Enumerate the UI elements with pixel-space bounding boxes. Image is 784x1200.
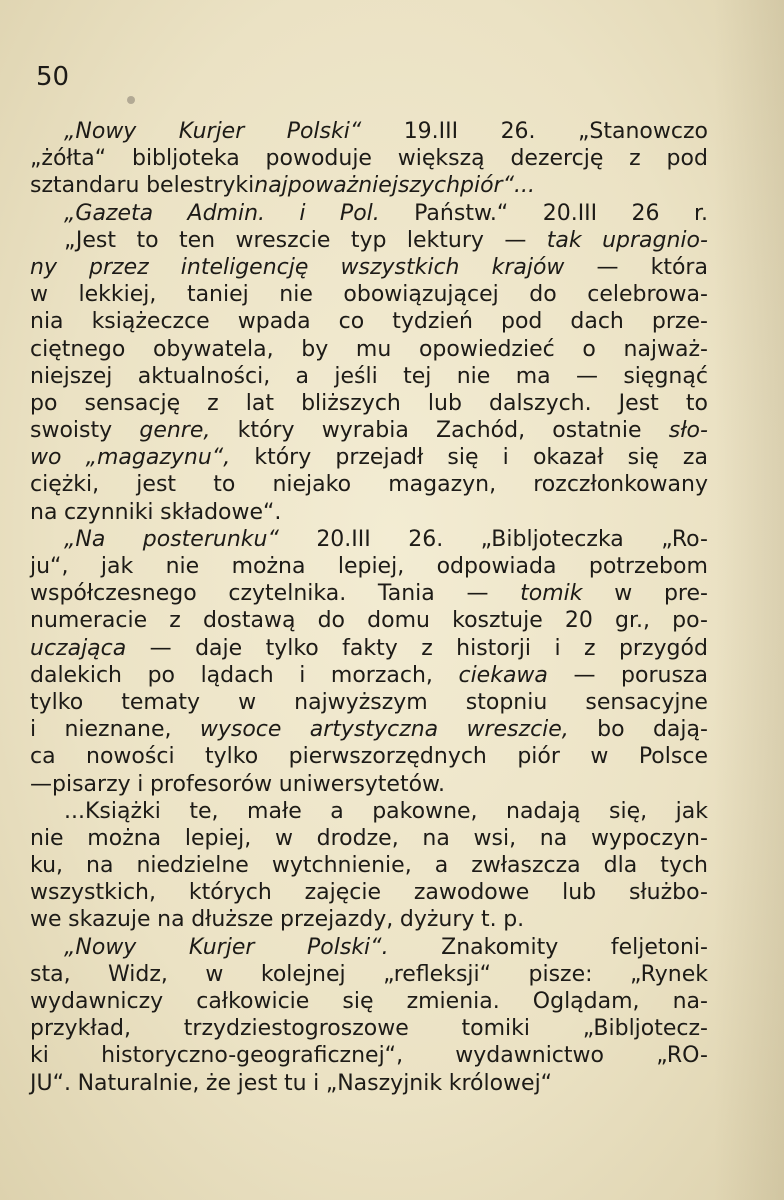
word: mu: [355, 336, 392, 362]
word: niedzielne: [136, 853, 249, 879]
word: czynniki: [64, 499, 154, 525]
word: dla: [603, 853, 638, 879]
word: fakty: [342, 635, 398, 661]
word: po-: [672, 608, 708, 634]
word: stopniu: [465, 689, 548, 715]
word: lat: [245, 390, 275, 416]
word: prze-: [651, 309, 708, 335]
word: genre,: [139, 418, 211, 444]
word: że: [205, 1070, 231, 1096]
word: —pisarzy: [30, 771, 131, 797]
word: wszystkich: [340, 254, 460, 280]
word: nie: [165, 554, 200, 579]
word: a: [330, 798, 344, 824]
word: pakowne,: [372, 798, 478, 824]
word: Jest: [618, 390, 659, 416]
word: ca: [30, 744, 56, 770]
word: zmienia.: [406, 989, 500, 1014]
word: wreszcie: [235, 227, 331, 253]
word: tylko: [30, 689, 84, 715]
word: wpada: [237, 309, 311, 335]
word: lub: [427, 390, 462, 416]
word: na: [86, 853, 114, 879]
word: Kurjer: [188, 934, 255, 960]
word: Polsce: [638, 744, 708, 770]
word: lub: [562, 880, 597, 906]
word: na: [157, 907, 185, 933]
word: z: [421, 635, 433, 661]
word: „refleksji“: [383, 961, 492, 987]
word: po: [30, 390, 58, 416]
text-line: [30, 145, 708, 172]
text-line: [30, 444, 708, 471]
word: typ: [350, 227, 387, 253]
word: historyczno-geograficznej“,: [101, 1043, 404, 1069]
word: tomiki: [461, 1016, 530, 1042]
word: „Gazeta: [64, 200, 154, 226]
word: p.: [503, 907, 525, 933]
word: „żółta“: [30, 146, 107, 172]
text-line: [30, 336, 708, 363]
word: pod: [500, 309, 543, 335]
ink-spot: [127, 96, 135, 104]
word: ciętnego: [30, 336, 126, 362]
word: z: [169, 608, 181, 634]
word: to: [685, 390, 708, 416]
word: historji: [456, 635, 532, 661]
word: 26.: [408, 526, 444, 552]
text-line: [30, 281, 708, 308]
text-line: [30, 1015, 708, 1042]
word: 20: [564, 608, 593, 634]
word: taniej: [186, 282, 249, 308]
word: przykład,: [30, 1016, 132, 1042]
word: nowości: [86, 744, 175, 770]
word: sta,: [30, 961, 71, 987]
word: tematy: [121, 689, 200, 715]
word: profesorów: [149, 771, 273, 797]
word: „magazynu“,: [85, 445, 231, 471]
word: —: [149, 635, 172, 661]
word: do: [317, 608, 346, 634]
word: Kurjer: [178, 119, 245, 144]
word: większą: [397, 146, 485, 172]
word: piór“...: [460, 173, 535, 199]
word: „Na: [64, 526, 106, 552]
word: kolejnej: [260, 961, 346, 987]
word: inteligencję: [180, 254, 309, 280]
word: zwłaszcza: [471, 853, 581, 879]
word: nie: [30, 825, 64, 851]
word: w: [590, 744, 609, 770]
word: dezercję: [510, 146, 604, 172]
word: z: [207, 390, 219, 416]
word: „RO-: [656, 1043, 708, 1069]
word: w: [238, 689, 257, 715]
word: „Naszyjnik: [325, 1070, 443, 1096]
word: a: [295, 363, 310, 389]
word: na: [30, 499, 58, 525]
word: Zachód,: [436, 418, 526, 444]
word: —: [575, 363, 598, 389]
word: porusza: [621, 662, 708, 688]
text-line: [30, 906, 708, 933]
word: która: [650, 254, 708, 280]
word: „Rynek: [630, 961, 708, 987]
word: Widz,: [108, 961, 168, 987]
word: sztandaru: [30, 173, 140, 199]
word: się: [447, 445, 479, 471]
word: artystyczna: [309, 717, 439, 743]
word: wypoczyn-: [590, 825, 708, 851]
word: Naturalnie,: [77, 1070, 200, 1096]
word: na-: [672, 989, 708, 1014]
word: ciężki,: [30, 472, 100, 498]
word: w: [614, 581, 633, 607]
word: obywatela,: [152, 336, 274, 362]
word: skazuje: [68, 907, 151, 933]
word: trzydziestogroszowe: [183, 1016, 409, 1042]
text-line: [30, 363, 708, 390]
word: sięgnąć: [623, 363, 708, 389]
word: 26.: [500, 119, 536, 144]
word: wytchnienie,: [271, 853, 412, 879]
word: t.: [481, 907, 497, 933]
word: jak: [675, 798, 708, 824]
word: uczająca: [30, 635, 127, 661]
text-line: [30, 662, 708, 689]
word: obowiązującej: [343, 282, 499, 308]
text-line: [30, 200, 708, 227]
text-line: [30, 743, 708, 770]
word: tak: [546, 227, 582, 253]
word: 20.III: [542, 200, 598, 226]
word: —: [573, 662, 596, 688]
word: te,: [189, 798, 219, 824]
word: Admin.: [187, 200, 266, 226]
word: nadają: [506, 798, 581, 824]
word: służbo-: [628, 880, 708, 906]
word: i: [299, 200, 306, 226]
word: aktualności,: [137, 363, 271, 389]
word: ostatnie: [552, 418, 642, 444]
word: lektury: [406, 227, 484, 253]
word: pre-: [663, 581, 708, 607]
text-line: [30, 580, 708, 607]
word: ciekawa: [458, 662, 548, 688]
word: niejako: [272, 472, 352, 498]
word: bo: [597, 717, 625, 743]
word: sensację: [84, 390, 181, 416]
word: tej: [403, 363, 432, 389]
word: to: [136, 227, 159, 253]
word: lepiej,: [337, 554, 405, 579]
word: wydawnictwo: [455, 1043, 604, 1069]
word: tylko: [205, 744, 259, 770]
text-line: [30, 390, 708, 417]
word: się,: [609, 798, 648, 824]
word: Oglądam,: [532, 989, 640, 1014]
page-edge-shadow: [714, 0, 784, 1200]
word: Tania: [377, 581, 435, 607]
word: wydawniczy: [30, 989, 164, 1014]
word: daje: [195, 635, 243, 661]
word: tu: [283, 1070, 307, 1096]
word: jest: [136, 472, 177, 498]
word: się: [342, 989, 374, 1014]
word: sło-: [668, 418, 708, 444]
word: jak: [100, 554, 134, 579]
word: 26: [631, 200, 660, 226]
word: w: [30, 282, 48, 308]
word: Znakomity: [441, 934, 559, 960]
word: na: [539, 825, 568, 851]
text-line: [30, 417, 708, 444]
word: można: [231, 554, 306, 579]
word: i: [299, 662, 306, 688]
word: „Nowy: [64, 934, 137, 960]
word: całkowicie: [196, 989, 310, 1014]
word: sensacyjne: [585, 689, 708, 715]
word: piór: [517, 744, 560, 770]
word: „Nowy: [64, 119, 137, 144]
word: w: [205, 961, 224, 987]
word: ju“,: [30, 554, 69, 579]
text-line: [30, 172, 708, 199]
word: wyrabia: [321, 418, 409, 444]
word: r.: [693, 200, 708, 226]
word: lepiej,: [184, 825, 252, 851]
word: niejszej: [30, 363, 113, 389]
word: z: [583, 635, 596, 661]
word: opowiedzieć: [418, 336, 555, 362]
word: ma: [515, 363, 551, 389]
word: nie: [279, 282, 313, 308]
text-line: [30, 471, 708, 498]
word: jeśli: [334, 363, 378, 389]
word: który: [237, 418, 295, 444]
word: których: [188, 880, 272, 906]
text-line: [30, 689, 708, 716]
text-line: [30, 254, 708, 281]
word: z: [629, 146, 641, 172]
word: można: [87, 825, 162, 851]
word: i: [554, 635, 561, 661]
word: na: [422, 825, 450, 851]
word: celebrowa-: [587, 282, 708, 308]
word: a: [434, 853, 449, 879]
word: przejazdy,: [280, 907, 394, 933]
word: kosztuje: [452, 608, 543, 634]
word: „Ro-: [661, 526, 708, 552]
text-line: [30, 716, 708, 743]
word: współczesnego: [30, 581, 197, 607]
word: Państw.“: [414, 200, 509, 226]
word: książeczce: [91, 309, 210, 335]
word: nie: [456, 363, 491, 389]
word: królowej“: [448, 1070, 553, 1096]
word: tydzień: [392, 309, 473, 335]
text-line: [30, 635, 708, 662]
word: „Bibljotecz-: [582, 1016, 708, 1042]
word: co: [338, 309, 365, 335]
word: nieznane,: [64, 717, 172, 743]
word: powoduje: [265, 146, 372, 172]
word: magazyn,: [388, 472, 497, 498]
word: w: [274, 825, 293, 851]
word: po: [147, 662, 175, 688]
word: wreszcie,: [466, 717, 569, 743]
word: rozczłonkowany: [533, 472, 708, 498]
text-line: [30, 526, 708, 553]
word: dostawą: [202, 608, 296, 634]
text-line: [30, 118, 708, 145]
word: i: [30, 717, 37, 743]
word: —: [504, 227, 527, 253]
word: Polski“.: [307, 934, 389, 960]
word: dalekich: [30, 662, 122, 688]
word: który: [254, 445, 312, 471]
word: czytelnika.: [228, 581, 347, 607]
word: —: [466, 581, 489, 607]
word: pisze:: [528, 961, 593, 987]
text-line: [30, 607, 708, 634]
word: krajów: [491, 254, 565, 280]
word: się: [627, 445, 659, 471]
word: bibljoteka: [131, 146, 240, 172]
word: wszystkich,: [30, 880, 156, 906]
word: tylko: [265, 635, 319, 661]
word: bliższych: [301, 390, 401, 416]
word: „Jest: [64, 227, 117, 253]
word: posterunku“: [142, 526, 279, 552]
word: „Stanowczo: [577, 119, 708, 144]
word: lądach: [200, 662, 274, 688]
word: i: [137, 771, 144, 797]
word: gr.,: [615, 608, 651, 634]
word: najwyższym: [294, 689, 428, 715]
word: przejadł: [335, 445, 424, 471]
word: zawodowe: [413, 880, 530, 906]
word: swoisty: [30, 418, 113, 444]
word: ...Książki: [64, 798, 161, 824]
word: 20.III: [316, 526, 371, 552]
word: i: [502, 445, 509, 471]
word: składowe“.: [160, 499, 282, 525]
word: dłuższe: [191, 907, 274, 933]
page-number: 50: [36, 62, 70, 92]
word: zajęcie: [304, 880, 382, 906]
word: ten: [178, 227, 216, 253]
word: we: [30, 907, 62, 933]
text-line: [30, 852, 708, 879]
text-line: [30, 771, 708, 798]
word: potrzebom: [588, 554, 708, 579]
text-line: [30, 227, 708, 254]
word: za: [682, 445, 708, 471]
word: najważ-: [623, 336, 708, 362]
text-line: [30, 879, 708, 906]
word: numeracie: [30, 608, 148, 634]
word: najpoważniejszych: [254, 173, 461, 199]
word: wsi,: [473, 825, 517, 851]
word: ku,: [30, 853, 63, 879]
word: wo: [30, 445, 62, 471]
word: przygód: [618, 635, 708, 661]
word: jest: [237, 1070, 278, 1096]
word: do: [529, 282, 557, 308]
word: pod: [666, 146, 708, 172]
word: nia: [30, 309, 64, 335]
word: drodze,: [316, 825, 399, 851]
text-line: [30, 1042, 708, 1069]
text-line: [30, 798, 708, 825]
word: dach: [570, 309, 624, 335]
word: by: [301, 336, 329, 362]
text-line: [30, 934, 708, 961]
body-text: [30, 118, 708, 1097]
text-line: [30, 825, 708, 852]
word: wysoce: [199, 717, 282, 743]
word: pierwszorzędnych: [288, 744, 487, 770]
text-line: [30, 988, 708, 1015]
text-line: [30, 499, 708, 526]
text-line: [30, 553, 708, 580]
word: feljetoni-: [610, 934, 708, 960]
word: to: [213, 472, 236, 498]
word: JU“.: [30, 1070, 71, 1096]
word: belestryki: [146, 173, 255, 199]
word: domu: [367, 608, 430, 634]
word: uniwersytetów.: [278, 771, 446, 797]
text-line: [30, 1070, 708, 1097]
word: tych: [660, 853, 708, 879]
word: małe: [247, 798, 302, 824]
word: lekkiej,: [78, 282, 157, 308]
word: morzach,: [330, 662, 433, 688]
word: o: [582, 336, 596, 362]
word: tomik: [520, 581, 583, 607]
word: „Bibljoteczka: [480, 526, 624, 552]
word: Pol.: [339, 200, 380, 226]
word: upragnio-: [602, 227, 708, 253]
text-line: [30, 308, 708, 335]
word: przez: [89, 254, 149, 280]
word: 19.III: [403, 119, 459, 144]
word: odpowiada: [436, 554, 557, 579]
word: okazał: [532, 445, 604, 471]
word: i: [313, 1070, 320, 1096]
word: ki: [30, 1043, 49, 1069]
word: Polski“: [286, 119, 362, 144]
text-line: [30, 961, 708, 988]
word: dają-: [652, 717, 708, 743]
word: ny: [30, 254, 57, 280]
word: dyżury: [399, 907, 475, 933]
word: —: [596, 254, 619, 280]
word: dalszych.: [489, 390, 592, 416]
